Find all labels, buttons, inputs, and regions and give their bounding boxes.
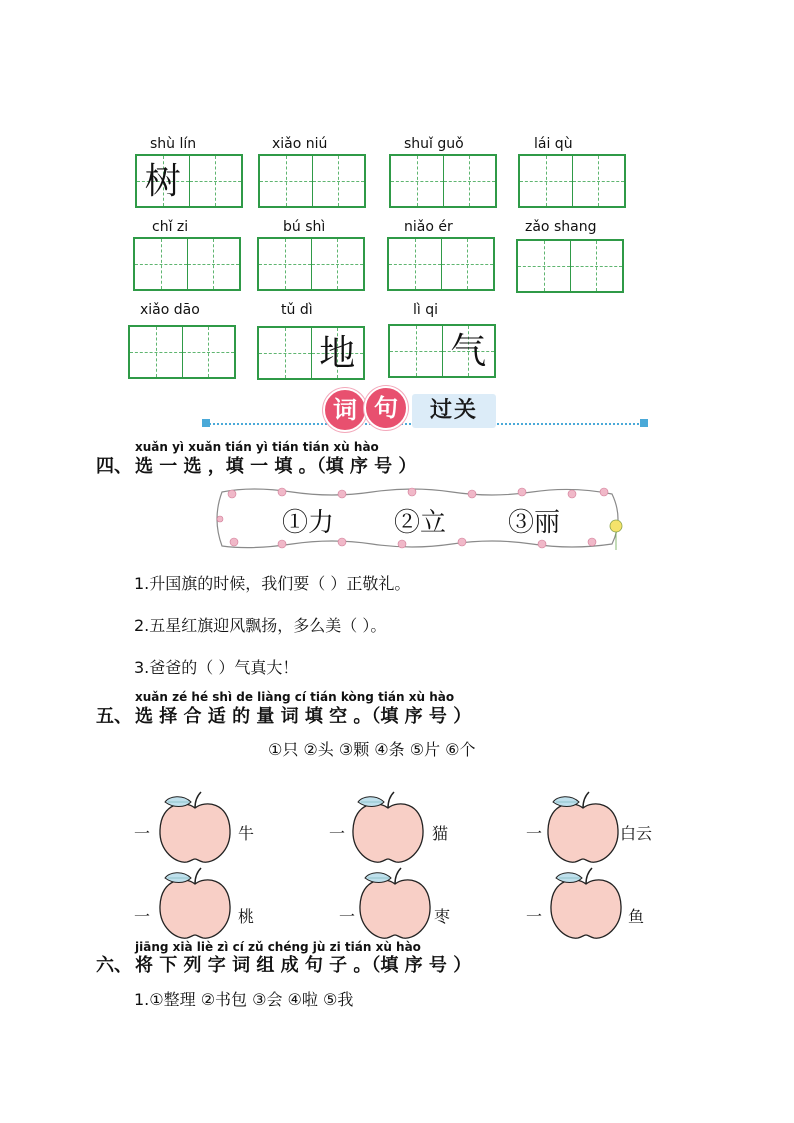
apple-blank[interactable] xyxy=(155,790,235,866)
divider-end xyxy=(202,419,210,427)
apple-blank[interactable] xyxy=(546,866,626,942)
apple-icon xyxy=(543,790,623,866)
pinyin-label: shù lín xyxy=(150,136,197,152)
option-item: ②立 xyxy=(394,508,447,538)
pinyin-label: lì qi xyxy=(413,302,439,318)
question-item: 3.爸爸的（ ）气真大！ xyxy=(134,658,299,677)
char-box[interactable] xyxy=(257,326,365,380)
question-title: 选 一 选 ，填 一 填 。（填 序 号 ） xyxy=(135,456,417,477)
char-box[interactable] xyxy=(258,154,366,208)
noun-label: 牛 xyxy=(238,824,255,843)
blank-prefix: 一 xyxy=(134,907,151,926)
char-box[interactable] xyxy=(518,154,626,208)
pinyin-label: niǎo ér xyxy=(404,219,453,235)
section-badge: 词 xyxy=(323,388,367,432)
pinyin-label: chǐ zi xyxy=(152,219,189,235)
divider-end xyxy=(640,419,648,427)
apple-icon xyxy=(348,790,428,866)
pinyin-label: tǔ dì xyxy=(281,302,313,318)
question-pinyin: jiāng xià liè zì cí zǔ chéng jù zi tián xù hào xyxy=(135,940,421,954)
pinyin-label: zǎo shang xyxy=(525,219,597,235)
measure-word-options: ①只 ②头 ③颗 ④条 ⑤片 ⑥个 xyxy=(268,740,476,759)
char-box[interactable] xyxy=(389,154,497,208)
apple-blank[interactable] xyxy=(155,866,235,942)
pinyin-label: lái qù xyxy=(534,136,573,152)
options-frame xyxy=(212,484,624,554)
apple-icon xyxy=(155,790,235,866)
pinyin-label: xiǎo dāo xyxy=(140,302,200,318)
question-pinyin: xuǎn yì xuǎn tián yì tián tián xù hào xyxy=(135,440,379,454)
char-box[interactable] xyxy=(387,237,495,291)
question-number: 六、 xyxy=(96,955,132,976)
option-item: ③丽 xyxy=(508,508,561,538)
apple-blank[interactable] xyxy=(355,866,435,942)
blank-prefix: 一 xyxy=(339,907,356,926)
pinyin-label: xiǎo niú xyxy=(272,136,328,152)
blank-prefix: 一 xyxy=(134,824,151,843)
char-box[interactable] xyxy=(128,325,236,379)
noun-label: 猫 xyxy=(432,824,449,843)
apple-blank[interactable] xyxy=(543,790,623,866)
blank-prefix: 一 xyxy=(526,824,543,843)
char-box[interactable] xyxy=(388,324,496,378)
noun-label: 枣 xyxy=(434,907,451,926)
noun-label: 白云 xyxy=(620,824,653,843)
question-number: 四、 xyxy=(96,456,132,477)
apple-icon xyxy=(546,866,626,942)
char-cell: 气 xyxy=(450,331,487,372)
char-cell: 树 xyxy=(144,161,181,202)
section-badge: 句 xyxy=(364,386,408,430)
question-title: 选 择 合 适 的 量 词 填 空 。（填 序 号 ） xyxy=(135,706,472,727)
noun-label: 鱼 xyxy=(628,907,645,926)
char-cell: 地 xyxy=(319,333,356,374)
pinyin-label: shuǐ guǒ xyxy=(404,136,464,152)
apple-icon xyxy=(155,866,235,942)
char-box[interactable] xyxy=(135,154,243,208)
section-title: 过关 xyxy=(412,394,496,428)
apple-icon xyxy=(355,866,435,942)
option-item: ①力 xyxy=(282,508,335,538)
pinyin-label: bú shì xyxy=(283,219,326,235)
char-box[interactable] xyxy=(516,239,624,293)
question-item: 1.①整理 ②书包 ③会 ④啦 ⑤我 xyxy=(134,990,354,1009)
blank-prefix: 一 xyxy=(329,824,346,843)
char-box[interactable] xyxy=(257,237,365,291)
noun-label: 桃 xyxy=(238,907,255,926)
char-box[interactable] xyxy=(133,237,241,291)
apple-blank[interactable] xyxy=(348,790,428,866)
question-title: 将 下 列 字 词 组 成 句 子 。（填 序 号 ） xyxy=(135,955,472,976)
question-item: 1.升国旗的时候，我们要（ ）正敬礼。 xyxy=(134,574,411,593)
question-item: 2.五星红旗迎风飘扬，多么美（ ）。 xyxy=(134,616,387,635)
question-number: 五、 xyxy=(96,706,132,727)
question-pinyin: xuǎn zé hé shì de liàng cí tián kòng tián xù hào xyxy=(135,690,455,704)
blank-prefix: 一 xyxy=(526,907,543,926)
